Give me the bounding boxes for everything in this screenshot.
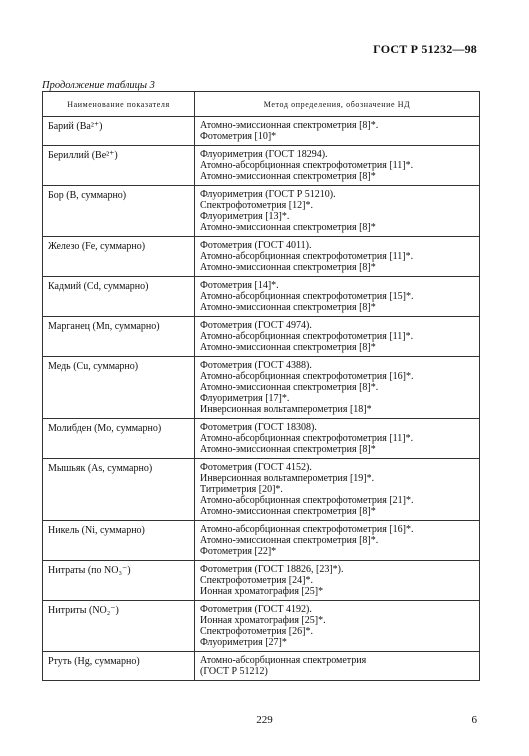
method-cell: [195, 277, 480, 317]
table-row: [43, 601, 480, 652]
method-line: Атомно-эмиссионная спектрометрия [8]*: [200, 262, 376, 273]
method-line: Фотометрия (ГОСТ 4011).: [200, 240, 312, 251]
method-cell: [195, 521, 480, 561]
table-row: [43, 561, 480, 601]
indicator-name: Кадмий (Cd, суммарно): [43, 277, 195, 317]
table-row: [43, 186, 480, 237]
method-line: Атомно-абсорбционная спектрофотометрия [16]*.: [200, 524, 414, 535]
indicator-name: Ртуть (Hg, суммарно): [43, 652, 195, 681]
method-line: Флуориметрия (ГОСТ Р 51210).: [200, 189, 336, 200]
indicator-name: Нитриты (NO₂⁻): [43, 601, 195, 652]
method-line: Фотометрия (ГОСТ 4974).: [200, 320, 312, 331]
method-cell: [195, 561, 480, 601]
method-line: Атомно-абсорбционная спектрофотометрия [11]*.: [200, 331, 414, 342]
table-row: [43, 652, 480, 681]
method-line: Спектрофотометрия [24]*.: [200, 575, 313, 586]
table-row: [43, 419, 480, 459]
method-line: Фотометрия (ГОСТ 4388).: [200, 360, 312, 371]
table-caption: Продолжение таблицы 3: [42, 80, 155, 91]
method-cell: [195, 601, 480, 652]
indicator-name: Мышьяк (As, суммарно): [43, 459, 195, 521]
method-line: Атомно-абсорбционная спектрофотометрия [11]*.: [200, 160, 414, 171]
method-line: Спектрофотометрия [12]*.: [200, 200, 313, 211]
method-cell: [195, 652, 480, 681]
method-line: Атомно-абсорбционная спектрофотометрия [16]*.: [200, 371, 414, 382]
indicator-name: Марганец (Mn, суммарно): [43, 317, 195, 357]
method-line: Ионная хроматография [25]*.: [200, 615, 326, 626]
method-line: Ионная хроматография [25]*: [200, 586, 324, 597]
method-line: Атомно-абсорбционная спектрометрия: [200, 655, 367, 666]
column-header-indicator: Наименование показателя: [43, 92, 195, 117]
indicator-name: Бериллий (Be²⁺): [43, 146, 195, 186]
method-line: Флуориметрия [27]*: [200, 637, 287, 648]
table-row: [43, 117, 480, 146]
table-row: [43, 277, 480, 317]
method-cell: [195, 117, 480, 146]
methods-table: [42, 91, 480, 681]
method-line: Фотометрия [22]*: [200, 546, 277, 557]
indicator-name: Молибден (Mo, суммарно): [43, 419, 195, 459]
table-row: [43, 521, 480, 561]
column-header-method: Метод определения, обозначение НД: [195, 92, 480, 117]
method-line: Атомно-эмиссионная спектрометрия [8]*: [200, 506, 376, 517]
method-line: Атомно-эмиссионная спектрометрия [8]*: [200, 444, 376, 455]
method-line: Фотометрия [10]*: [200, 131, 277, 142]
method-cell: [195, 317, 480, 357]
method-cell: [195, 459, 480, 521]
indicator-name: Медь (Cu, суммарно): [43, 357, 195, 419]
table-row: [43, 146, 480, 186]
sheet-number: 6: [471, 714, 477, 726]
method-line: Фотометрия [14]*.: [200, 280, 279, 291]
method-line: Флуориметрия [17]*.: [200, 393, 290, 404]
table-row: [43, 459, 480, 521]
method-line: Инверсионная вольтамперометрия [18]*: [200, 404, 372, 415]
method-line: Атомно-эмиссионная спектрометрия [8]*.: [200, 535, 379, 546]
method-line: Атомно-абсорбционная спектрофотометрия [15]*.: [200, 291, 414, 302]
document-code: ГОСТ Р 51232—98: [373, 42, 477, 56]
method-cell: [195, 357, 480, 419]
method-line: Атомно-эмиссионная спектрометрия [8]*: [200, 171, 376, 182]
method-line: Атомно-абсорбционная спектрофотометрия [21]*.: [200, 495, 414, 506]
method-line: Фотометрия (ГОСТ 4192).: [200, 604, 312, 615]
table-row: [43, 237, 480, 277]
method-line: Атомно-абсорбционная спектрофотометрия [11]*.: [200, 251, 414, 262]
table-body: [43, 117, 480, 681]
method-line: Атомно-эмиссионная спектрометрия [8]*.: [200, 382, 379, 393]
method-line: Атомно-абсорбционная спектрофотометрия [11]*.: [200, 433, 414, 444]
method-line: Атомно-эмиссионная спектрометрия [8]*.: [200, 120, 379, 131]
method-line: Титриметрия [20]*.: [200, 484, 283, 495]
method-line: (ГОСТ Р 51212): [200, 666, 268, 677]
method-line: Флуориметрия [13]*.: [200, 211, 290, 222]
method-cell: [195, 237, 480, 277]
method-cell: [195, 146, 480, 186]
page-number: 229: [256, 714, 273, 726]
table-row: [43, 357, 480, 419]
method-line: Фотометрия (ГОСТ 4152).: [200, 462, 312, 473]
method-line: Фотометрия (ГОСТ 18826, [23]*).: [200, 564, 344, 575]
method-line: Фотометрия (ГОСТ 18308).: [200, 422, 317, 433]
method-line: Атомно-эмиссионная спектрометрия [8]*: [200, 342, 376, 353]
indicator-name: Железо (Fe, суммарно): [43, 237, 195, 277]
method-cell: [195, 419, 480, 459]
table-header-row: [43, 92, 480, 117]
method-cell: [195, 186, 480, 237]
indicator-name: Бор (B, суммарно): [43, 186, 195, 237]
table-row: [43, 317, 480, 357]
method-line: Спектрофотометрия [26]*.: [200, 626, 313, 637]
method-line: Атомно-эмиссионная спектрометрия [8]*: [200, 222, 376, 233]
method-line: Инверсионная вольтамперометрия [19]*.: [200, 473, 375, 484]
indicator-name: Нитраты (по NO₃⁻): [43, 561, 195, 601]
method-line: Флуориметрия (ГОСТ 18294).: [200, 149, 328, 160]
indicator-name: Барий (Ba²⁺): [43, 117, 195, 146]
indicator-name: Никель (Ni, суммарно): [43, 521, 195, 561]
method-line: Атомно-эмиссионная спектрометрия [8]*: [200, 302, 376, 313]
